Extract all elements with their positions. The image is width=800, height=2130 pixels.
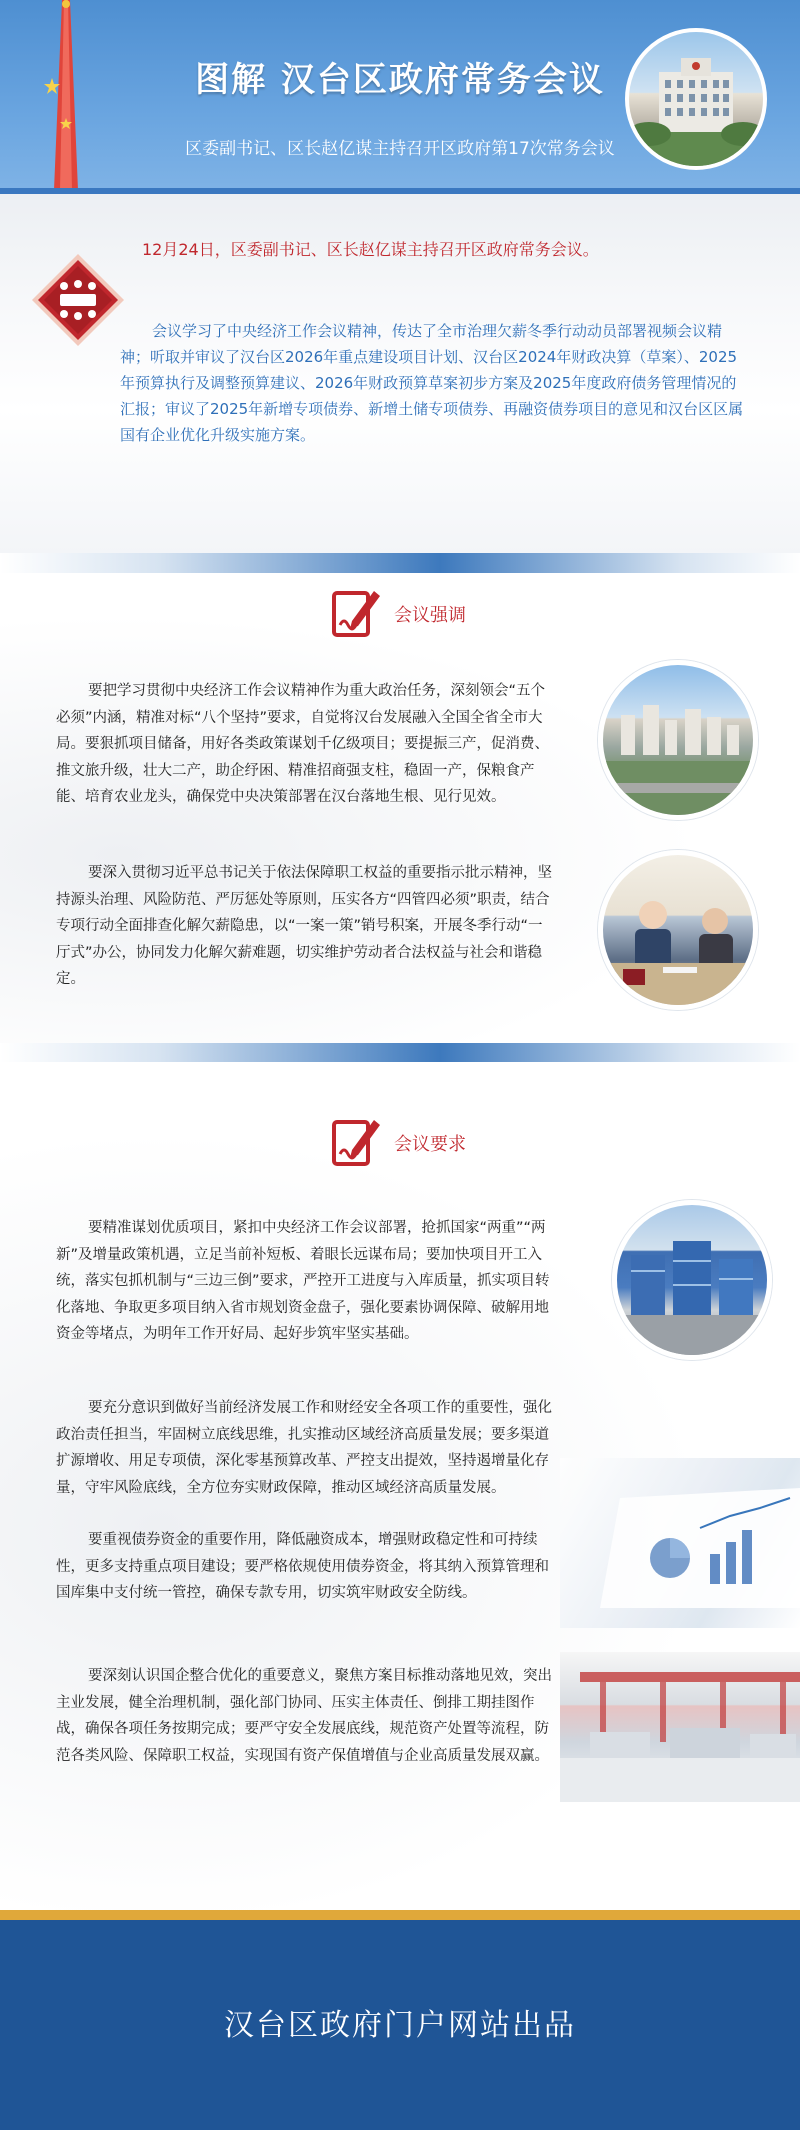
page-title: 图解 汉台区政府常务会议 bbox=[195, 60, 605, 100]
pen-document-icon bbox=[330, 1114, 380, 1168]
requirements-paragraph-1: 要精准谋划优质项目，紧扣中央经济工作会议部署，抢抓国家“两重”“两新”及增量政策机遇，立足当前补短板、着眼长远谋布局；要加快项目开工入统，落实包抓机制与“三边三倒”要求，严控开工进度与入库质量，抓实项目转化落地、争取更多项目纳入省市规划资金盘子，强化要素协调保障、破解用地资金等堵点，为明年工作开好局、起好步筑牢坚实基础。 bbox=[56, 1220, 550, 1342]
financial-charts-image bbox=[560, 1458, 800, 1628]
section-divider-band bbox=[0, 553, 800, 573]
footer-credit: 汉台区政府门户网站出品 bbox=[224, 2008, 576, 2043]
emphasis-paragraph-2: 要深入贯彻习近平总书记关于依法保障职工权益的重要指示批示精神，坚持源头治理、风险防范、严厉惩处等原则，压实各方“四管四必须”职责，结合专项行动全面排查化解欠薪隐患，以“一案一策”销号积案，开展冬季行动“一厅式”办公，协同发力化解欠薪难题，切实维护劳动者合法权益与社会和谐稳定。 bbox=[56, 865, 552, 987]
government-building-photo bbox=[625, 28, 767, 170]
requirements-paragraph-3: 要重视债券资金的重要作用，降低融资成本，增强财政稳定性和可持续性，更多支持重点项目建设；要严格依规使用债券资金，将其纳入预算管理和国库集中支付统一管控，确保专款专用，切实筑牢财政安全防线。 bbox=[56, 1532, 549, 1601]
requirements-paragraph-4: 要深刻认识国企整合优化的重要意义，聚焦方案目标推动落地见效，突出主业发展，健全治理机制，强化部门协同、压实主体责任、倒排工期挂图作战，确保各项任务按期完成；要严守安全发展底线，规范资产处置等流程，防范各类风险、保障职工权益，实现国有资产保值增值与企业高质量发展双赢。 bbox=[56, 1668, 552, 1764]
section-divider-band bbox=[0, 1043, 800, 1063]
factory-floor-image bbox=[560, 1652, 800, 1802]
meeting-summary: 会议学习了中央经济工作会议精神，传达了全市治理欠薪冬季行动动员部署视频会议精神；听取并审议了汉台区2026年重点建设项目计划、汉台区2024年财政决算（草案）、2025年预算执行及调整预算建议、2026年财政预算草案初步方案及2025年度政府债务管理情况的汇报；审议了2025年新增专项债券、新增土储专项债券、再融资债券项目的意见和汉台区区属国有企业优化升级实施方案。 bbox=[120, 322, 744, 444]
meeting-lead: 12月24日，区委副书记、区长赵亿谋主持召开区政府常务会议。 bbox=[142, 240, 599, 259]
requirements-paragraph-2: 要充分意识到做好当前经济发展工作和财经安全各项工作的重要性，强化政治责任担当，牢固树立底线思维，扎实推动区域经济高质量发展；要多渠道扩源增收、用足专项债，深化零基预算改革、严控支出提效，坚持遏增量化存量，守牢风险底线，全方位夯实财政保障，推动区域经济高质量发展。 bbox=[56, 1400, 552, 1496]
footer-gold-line bbox=[0, 1910, 800, 1920]
requirements-heading bbox=[330, 1114, 500, 1170]
header-banner bbox=[0, 0, 800, 192]
service-counter-photo bbox=[598, 850, 758, 1010]
emphasis-paragraph-1: 要把学习贯彻中央经济工作会议精神作为重大政治任务，深刻领会“五个必须”内涵，精准对标“八个坚持”要求，自觉将汉台发展融入全国全省全市大局。要狠抓项目储备，用好各类政策谋划千亿级项目；要提振三产，促消费、推文旅升级，壮大二产，助企纾困、精准招商强支柱，稳固一产，保粮食产能、培育农业龙头，确保党中央决策部署在汉台落地生根、见行见效。 bbox=[56, 683, 549, 805]
emphasis-heading bbox=[330, 585, 500, 641]
emphasis-heading-label: 会议强调 bbox=[394, 605, 466, 626]
meeting-diamond-icon bbox=[30, 252, 126, 348]
city-skyline-photo bbox=[598, 660, 758, 820]
requirements-heading-label: 会议要求 bbox=[394, 1134, 466, 1155]
pen-document-icon bbox=[330, 585, 380, 639]
page-subtitle: 区委副书记、区长赵亿谋主持召开区政府第17次常务会议 bbox=[185, 139, 615, 159]
construction-site-photo bbox=[612, 1200, 772, 1360]
